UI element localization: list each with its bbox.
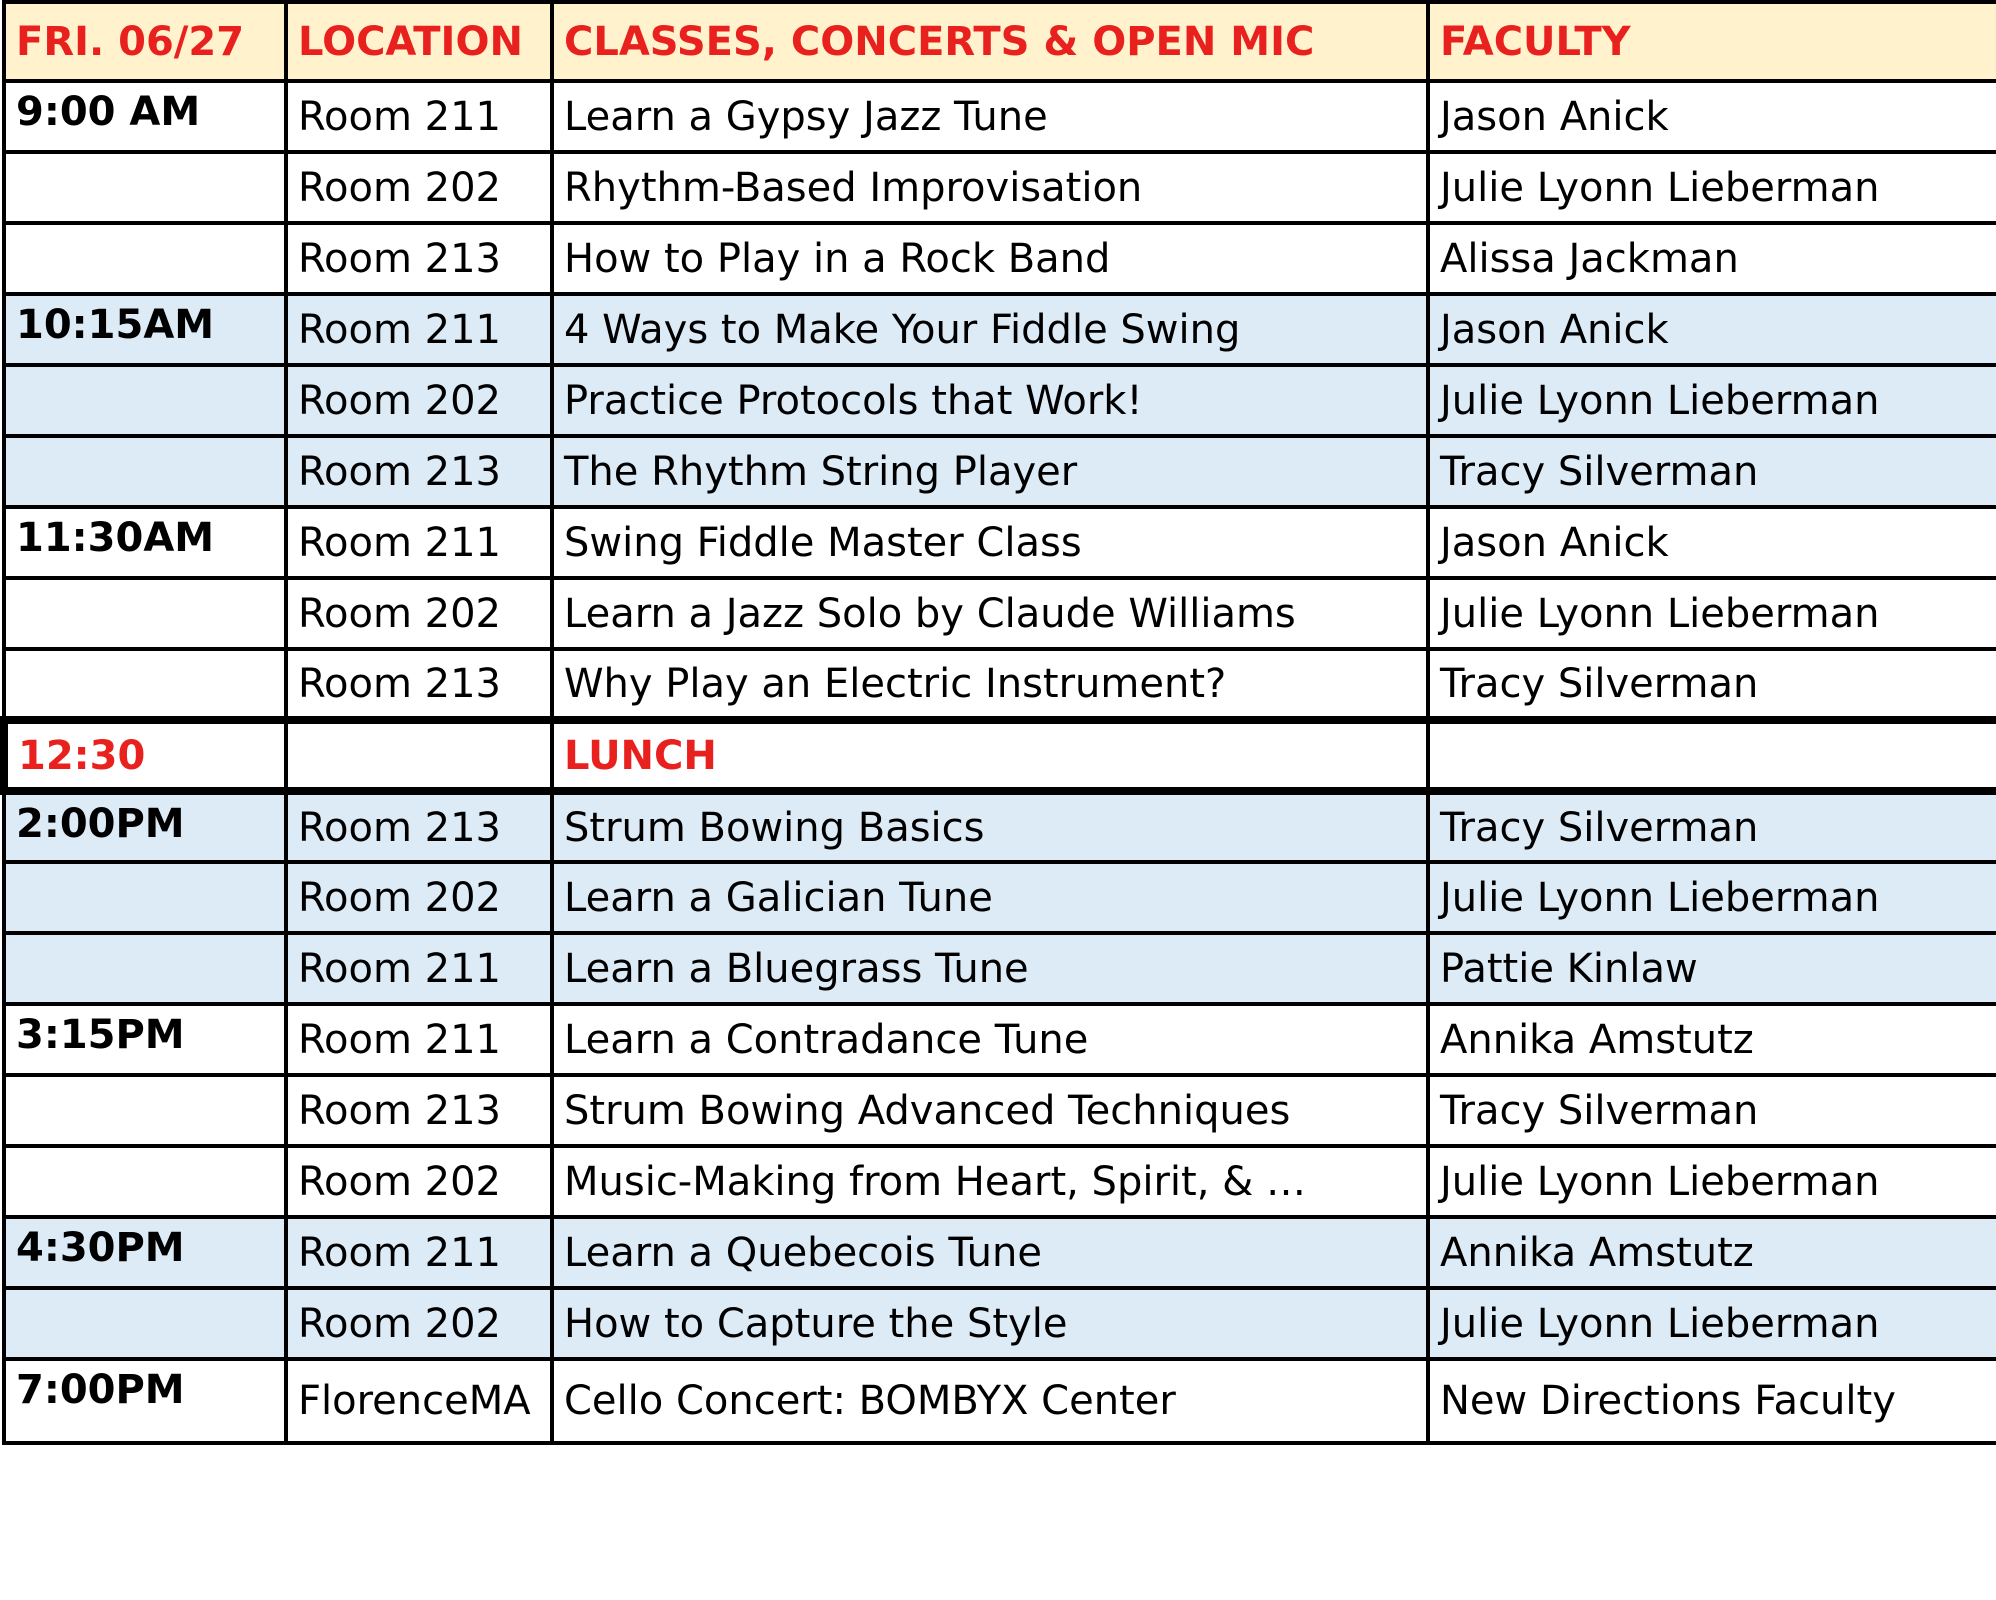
table-row (4, 1146, 1996, 1217)
table-row (4, 1075, 1996, 1146)
location-cell: Room 202 (286, 1288, 552, 1359)
time-cell (4, 365, 286, 436)
location-cell: Room 202 (286, 862, 552, 933)
table-row (4, 294, 1996, 365)
time-cell: 10:15AM (4, 294, 286, 365)
location-cell: Room 211 (286, 1217, 552, 1288)
time-cell (4, 436, 286, 507)
time-cell (4, 933, 286, 1004)
class-cell: Strum Bowing Advanced Techniques (552, 1075, 1428, 1146)
time-cell (4, 223, 286, 294)
location-cell: FlorenceMA (286, 1359, 552, 1443)
class-cell: Learn a Galician Tune (552, 862, 1428, 933)
location-cell: Room 202 (286, 1146, 552, 1217)
faculty-cell: Tracy Silverman (1428, 1075, 1996, 1146)
class-cell: How to Play in a Rock Band (552, 223, 1428, 294)
time-cell: 9:00 AM (4, 81, 286, 152)
table-row (4, 152, 1996, 223)
class-cell: The Rhythm String Player (552, 436, 1428, 507)
header-row (4, 2, 1996, 81)
time-cell (4, 152, 286, 223)
table-row (4, 223, 1996, 294)
faculty-cell: Jason Anick (1428, 294, 1996, 365)
time-cell: 12:30 (4, 720, 286, 791)
class-cell: Learn a Bluegrass Tune (552, 933, 1428, 1004)
header-date: FRI. 06/27 (4, 2, 286, 81)
table-row (4, 649, 1996, 720)
faculty-cell: Julie Lyonn Lieberman (1428, 152, 1996, 223)
faculty-cell: New Directions Faculty (1428, 1359, 1996, 1443)
faculty-cell: Tracy Silverman (1428, 436, 1996, 507)
time-cell (4, 862, 286, 933)
table-row (4, 862, 1996, 933)
class-cell: Practice Protocols that Work! (552, 365, 1428, 436)
lunch-row (4, 720, 1996, 791)
faculty-cell: Julie Lyonn Lieberman (1428, 1146, 1996, 1217)
time-cell (4, 1288, 286, 1359)
table-row (4, 1288, 1996, 1359)
table-row (4, 578, 1996, 649)
location-cell: Room 211 (286, 933, 552, 1004)
location-cell: Room 213 (286, 649, 552, 720)
table-row (4, 507, 1996, 578)
location-cell: Room 202 (286, 365, 552, 436)
time-cell (4, 649, 286, 720)
time-cell (4, 578, 286, 649)
table-row (4, 933, 1996, 1004)
class-cell: Learn a Gypsy Jazz Tune (552, 81, 1428, 152)
faculty-cell: Julie Lyonn Lieberman (1428, 862, 1996, 933)
class-cell: Learn a Contradance Tune (552, 1004, 1428, 1075)
faculty-cell: Annika Amstutz (1428, 1217, 1996, 1288)
time-cell: 4:30PM (4, 1217, 286, 1288)
table-row (4, 81, 1996, 152)
location-cell: Room 202 (286, 152, 552, 223)
table-row (4, 1359, 1996, 1443)
location-cell: Room 211 (286, 81, 552, 152)
table-row (4, 1004, 1996, 1075)
faculty-cell: Pattie Kinlaw (1428, 933, 1996, 1004)
faculty-cell: Jason Anick (1428, 81, 1996, 152)
faculty-cell: Tracy Silverman (1428, 791, 1996, 862)
class-cell: Music-Making from Heart, Spirit, & … (552, 1146, 1428, 1217)
time-cell: 7:00PM (4, 1359, 286, 1443)
location-cell: Room 213 (286, 436, 552, 507)
faculty-cell: Tracy Silverman (1428, 649, 1996, 720)
class-cell: How to Capture the Style (552, 1288, 1428, 1359)
time-cell: 11:30AM (4, 507, 286, 578)
class-cell: Swing Fiddle Master Class (552, 507, 1428, 578)
class-cell: Cello Concert: BOMBYX Center (552, 1359, 1428, 1443)
faculty-cell: Julie Lyonn Lieberman (1428, 1288, 1996, 1359)
faculty-cell: Jason Anick (1428, 507, 1996, 578)
time-cell: 2:00PM (4, 791, 286, 862)
header-classes: CLASSES, CONCERTS & OPEN MIC (552, 2, 1428, 81)
faculty-cell: Alissa Jackman (1428, 223, 1996, 294)
table-row (4, 1217, 1996, 1288)
location-cell: Room 202 (286, 578, 552, 649)
table-row (4, 436, 1996, 507)
location-cell: Room 211 (286, 1004, 552, 1075)
location-cell: Room 213 (286, 1075, 552, 1146)
location-cell: Room 211 (286, 507, 552, 578)
class-cell: Strum Bowing Basics (552, 791, 1428, 862)
class-cell: Learn a Jazz Solo by Claude Williams (552, 578, 1428, 649)
location-cell: Room 211 (286, 294, 552, 365)
class-cell: 4 Ways to Make Your Fiddle Swing (552, 294, 1428, 365)
class-cell: Why Play an Electric Instrument? (552, 649, 1428, 720)
time-cell: 3:15PM (4, 1004, 286, 1075)
location-cell: Room 213 (286, 791, 552, 862)
faculty-cell: Julie Lyonn Lieberman (1428, 578, 1996, 649)
table-row (4, 791, 1996, 862)
location-cell (286, 720, 552, 791)
faculty-cell (1428, 720, 1996, 791)
class-cell: Learn a Quebecois Tune (552, 1217, 1428, 1288)
location-cell: Room 213 (286, 223, 552, 294)
time-cell (4, 1075, 286, 1146)
class-cell: Rhythm-Based Improvisation (552, 152, 1428, 223)
faculty-cell: Annika Amstutz (1428, 1004, 1996, 1075)
time-cell (4, 1146, 286, 1217)
faculty-cell: Julie Lyonn Lieberman (1428, 365, 1996, 436)
class-cell: LUNCH (552, 720, 1428, 791)
table-row (4, 365, 1996, 436)
header-faculty: FACULTY (1428, 2, 1996, 81)
header-location: LOCATION (286, 2, 552, 81)
